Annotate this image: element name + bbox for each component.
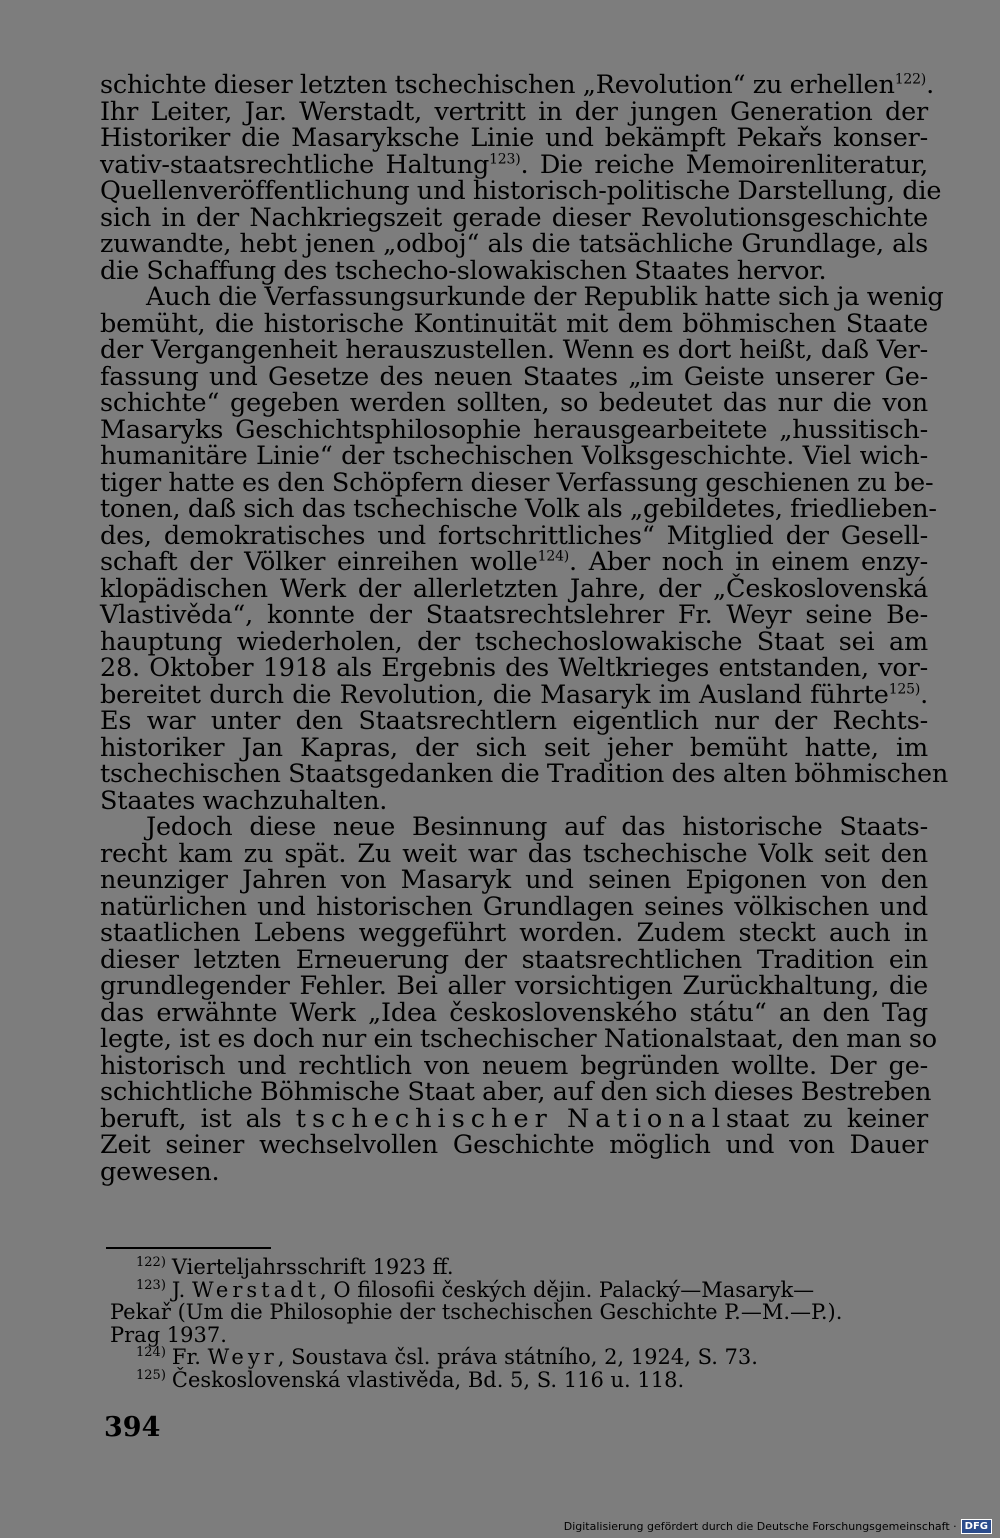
footnote-124: $^{124)}$ Fr. Weyr, Soustava čsl. práva státního, 2, 1924, S. 73. [136, 1345, 758, 1369]
paragraph-2: Auch die Verfassungsurkunde der Republik hatte sich ja wenig bemüht, die historische Kontinuität mit dem böhmischen Staate der Vergangenheit herauszustellen. Wenn es dort heißt, daß Ver- fassung und Gesetze des neuen Staates „im Geiste unserer Ge- schichte“ gegeben werden sollten, so bedeutet das nur die von Masaryks Geschichtsphilosophie herausgearbeitete „hussitisch- humanitäre Linie“ der tschechischen Volksgeschichte. Viel wich- tiger hatte es den Schöpfern dieser Verfassung geschienen zu be- tonen, daß sich das tschechische Volk als „gebildetes, friedlieben- des, demokratisches und fortschrittliches“ Mitglied der Gesell- schaft der Völker einreihen wolle$^{124)}$. Aber noch in einem enzy- klopädischen Werk der allerletzten Jahre, der „Československá Vlastivěda“, konnte der Staatsrechtslehrer Fr. Weyr seine Be- hauptung wiederholen, der tschechoslowakische Staat sei am 28. Oktober 1918 als Ergebnis des Weltkrieges entstanden, vor- bereitet durch die Revolution, die Masaryk im Ausland führte$^{125)}$. Es war unter den Staatsrechtlern eigentlich nur der Rechts- historiker Jan Kapras, der sich seit jeher bemüht hatte, im tschechischen Staatsgedanken die Tradition des alten böhmischen Staates wachzuhalten. [100, 282, 949, 816]
footnote-divider [106, 1247, 271, 1249]
footnote-122: $^{122)}$ Vierteljahrsschrift 1923 ff. [136, 1255, 454, 1279]
footnote-123-cont2: Prag 1937. [110, 1322, 227, 1347]
paragraph-1: schichte dieser letzten tschechischen „Revolution“ zu erhellen$^{122)}$. Ihr Leiter, Jar. Werstadt, vertritt in der jungen Generation der Historiker die Masaryksche Linie und bekämpft Pekařs konser- vativ-staatsrechtliche Haltung$^{123)}$. Die reiche Memoirenliteratur, Quellenveröffentlichung und historisch-politische Darstellung, die sich in der Nachkriegszeit gerade dieser Revolutionsgeschichte zuwandte, hebt jenen „odboj“ als die tatsächliche Grundlage, als die Schaffung des tschecho-slowakischen Staates hervor. [100, 70, 942, 286]
footnote-123: $^{123)}$ J. Werstadt, O filosofii českých dějin. Palacký—Masaryk— [136, 1277, 815, 1302]
page-body [100, 70, 949, 1187]
footnotes [110, 1256, 934, 1391]
paragraph-3: Jedoch diese neue Besinnung auf das historische Staats- recht kam zu spät. Zu weit war das tschechische Volk seit den neunziger Jahren von Masaryk und seinen Epigonen von den natürlichen und historischen Grundlagen seines völkischen und staatlichen Lebens weggeführt worden. Zudem steckt auch in dieser letzten Erneuerung der staatsrechtlichen Tradition ein grundlegender Fehler. Bei aller vorsichtigen Zurückhaltung, die das erwähnte Werk „Idea československého státu“ an den Tag legte, ist es doch nur ein tschechischer Nationalstaat, den man so historisch und rechtlich von neuem begründen wollte. Der ge- schichtliche Böhmische Staat aber, auf den sich dieses Bestreben beruft, ist als tschechischer Nationalstaat zu keiner Zeit seiner wechselvollen Geschichte möglich und von Dauer gewesen. [100, 812, 937, 1187]
footnote-125: $^{125)}$ Československá vlastivěda, Bd. 5, S. 116 u. 118. [136, 1367, 685, 1392]
dfg-logo-icon: DFG [961, 1519, 992, 1534]
footnote-123-cont: Pekař (Um die Philosophie der tschechischen Geschichte P.—M.—P.). [110, 1300, 843, 1324]
funding-credit [564, 1519, 992, 1534]
page-number: 394 [104, 1412, 161, 1443]
funding-credit-text: Digitalisierung gefördert durch die Deutsche Forschungsgemeinschaft · [563, 1520, 957, 1533]
